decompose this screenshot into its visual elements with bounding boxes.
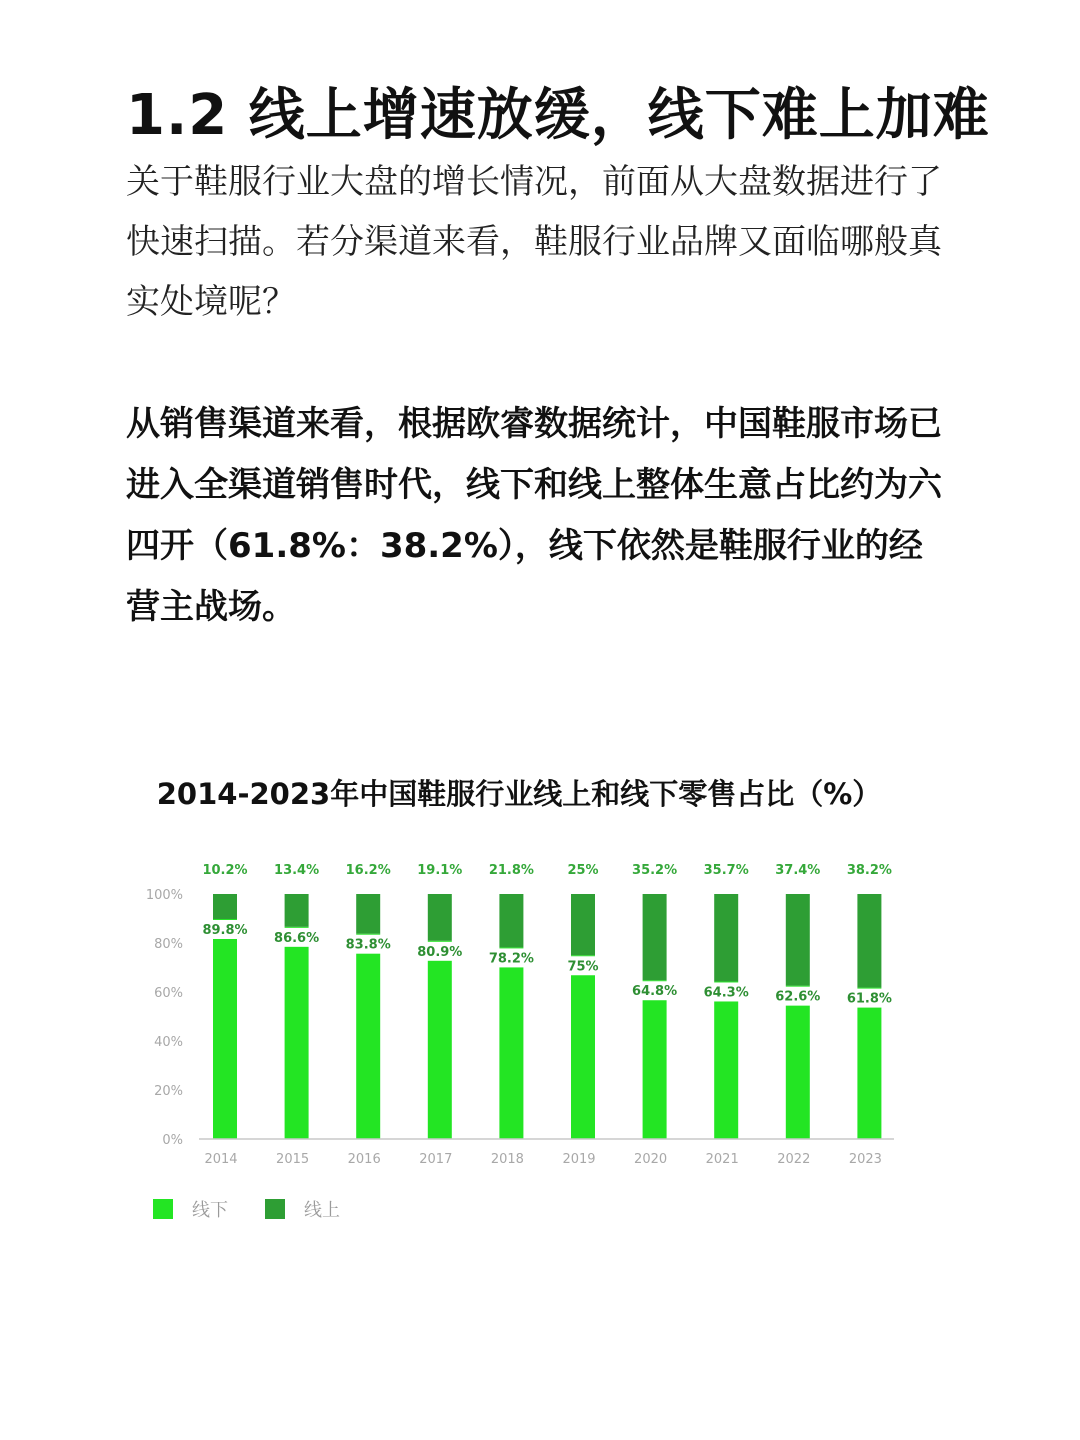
bar-online-2022 bbox=[786, 894, 810, 986]
x-tick-label: 2014 bbox=[204, 1152, 238, 1167]
online-value-label: 38.2% bbox=[846, 863, 892, 878]
bars-layer bbox=[201, 863, 893, 1139]
offline-value-label: 83.8% bbox=[345, 937, 391, 953]
x-tick-label: 2016 bbox=[347, 1152, 381, 1167]
online-value-label: 16.2% bbox=[345, 863, 391, 878]
x-tick-label: 2018 bbox=[490, 1152, 524, 1167]
y-tick-label: 100% bbox=[145, 888, 183, 903]
bar-offline-2016 bbox=[356, 934, 380, 1139]
retail-share-chart bbox=[0, 740, 1080, 1260]
online-value-label: 37.4% bbox=[775, 863, 821, 878]
x-tick-label: 2021 bbox=[705, 1152, 739, 1167]
bar-online-2021 bbox=[714, 894, 738, 981]
bar-online-2020 bbox=[643, 894, 667, 980]
offline-value-label: 64.8% bbox=[632, 984, 678, 1000]
key-point-paragraph: 从销售渠道来看，根据欧睿数据统计，中国鞋服市场已进入全渠道销售时代，线下和线上整体生意占比约为六四开（61.8%：38.2%），线下依然是鞋服行业的经营主战场。 bbox=[126, 404, 942, 627]
bar-offline-2020 bbox=[643, 980, 667, 1139]
offline-value-label: 80.9% bbox=[417, 944, 463, 960]
offline-value-label: 62.6% bbox=[775, 989, 821, 1005]
legend-swatch-offline bbox=[153, 1199, 173, 1219]
article-title: 1.2 线上增速放缓，线下难上加难 bbox=[126, 83, 990, 148]
online-value-label: 13.4% bbox=[274, 863, 320, 878]
bar-offline-2018 bbox=[499, 947, 523, 1139]
bar-online-2019 bbox=[571, 894, 595, 955]
bar-online-2016 bbox=[356, 894, 380, 934]
x-tick-label: 2017 bbox=[419, 1152, 453, 1167]
chart-title: 2014-2023年中国鞋服行业线上和线下零售占比（%） bbox=[156, 777, 882, 811]
bar-offline-2022 bbox=[786, 986, 810, 1139]
online-value-label: 25% bbox=[567, 863, 599, 878]
bar-online-2023 bbox=[857, 894, 881, 988]
bar-offline-2023 bbox=[857, 988, 881, 1139]
legend-label-online: 线上 bbox=[304, 1200, 340, 1221]
legend-label-offline: 线下 bbox=[192, 1200, 228, 1221]
bar-offline-2021 bbox=[714, 981, 738, 1139]
bar-online-2017 bbox=[428, 894, 452, 941]
intro-paragraph: 关于鞋服行业大盘的增长情况，前面从大盘数据进行了快速扫描。若分渠道来看，鞋服行业品牌又面临哪般真实处境呢？ bbox=[126, 162, 942, 322]
bar-offline-2017 bbox=[428, 941, 452, 1139]
y-tick-label: 40% bbox=[154, 1035, 183, 1050]
online-value-label: 10.2% bbox=[202, 863, 248, 878]
x-tick-label: 2022 bbox=[777, 1152, 811, 1167]
offline-value-label: 75% bbox=[567, 959, 599, 975]
x-tick-label: 2019 bbox=[562, 1152, 596, 1167]
online-value-label: 19.1% bbox=[417, 863, 463, 878]
online-value-label: 35.2% bbox=[632, 863, 678, 878]
offline-value-label: 89.8% bbox=[202, 922, 248, 938]
bar-online-2015 bbox=[285, 894, 309, 927]
legend-swatch-online bbox=[265, 1199, 285, 1219]
chart-legend bbox=[153, 1199, 340, 1221]
online-value-label: 35.7% bbox=[703, 863, 749, 878]
offline-value-label: 78.2% bbox=[488, 951, 534, 967]
y-tick-label: 80% bbox=[154, 937, 183, 952]
bar-online-2014 bbox=[213, 894, 237, 919]
online-value-label: 21.8% bbox=[488, 863, 534, 878]
bar-online-2018 bbox=[499, 894, 523, 947]
offline-value-label: 86.6% bbox=[274, 930, 320, 946]
offline-value-label: 61.8% bbox=[846, 991, 892, 1007]
x-tick-label: 2020 bbox=[634, 1152, 668, 1167]
bar-offline-2015 bbox=[285, 927, 309, 1139]
x-tick-label: 2015 bbox=[276, 1152, 310, 1167]
y-tick-label: 0% bbox=[162, 1133, 183, 1148]
x-tick-label: 2023 bbox=[848, 1152, 882, 1167]
bar-offline-2019 bbox=[571, 955, 595, 1139]
offline-value-label: 64.3% bbox=[703, 985, 749, 1001]
y-tick-label: 20% bbox=[154, 1084, 183, 1099]
bar-offline-2014 bbox=[213, 919, 237, 1139]
y-tick-label: 60% bbox=[154, 986, 183, 1001]
